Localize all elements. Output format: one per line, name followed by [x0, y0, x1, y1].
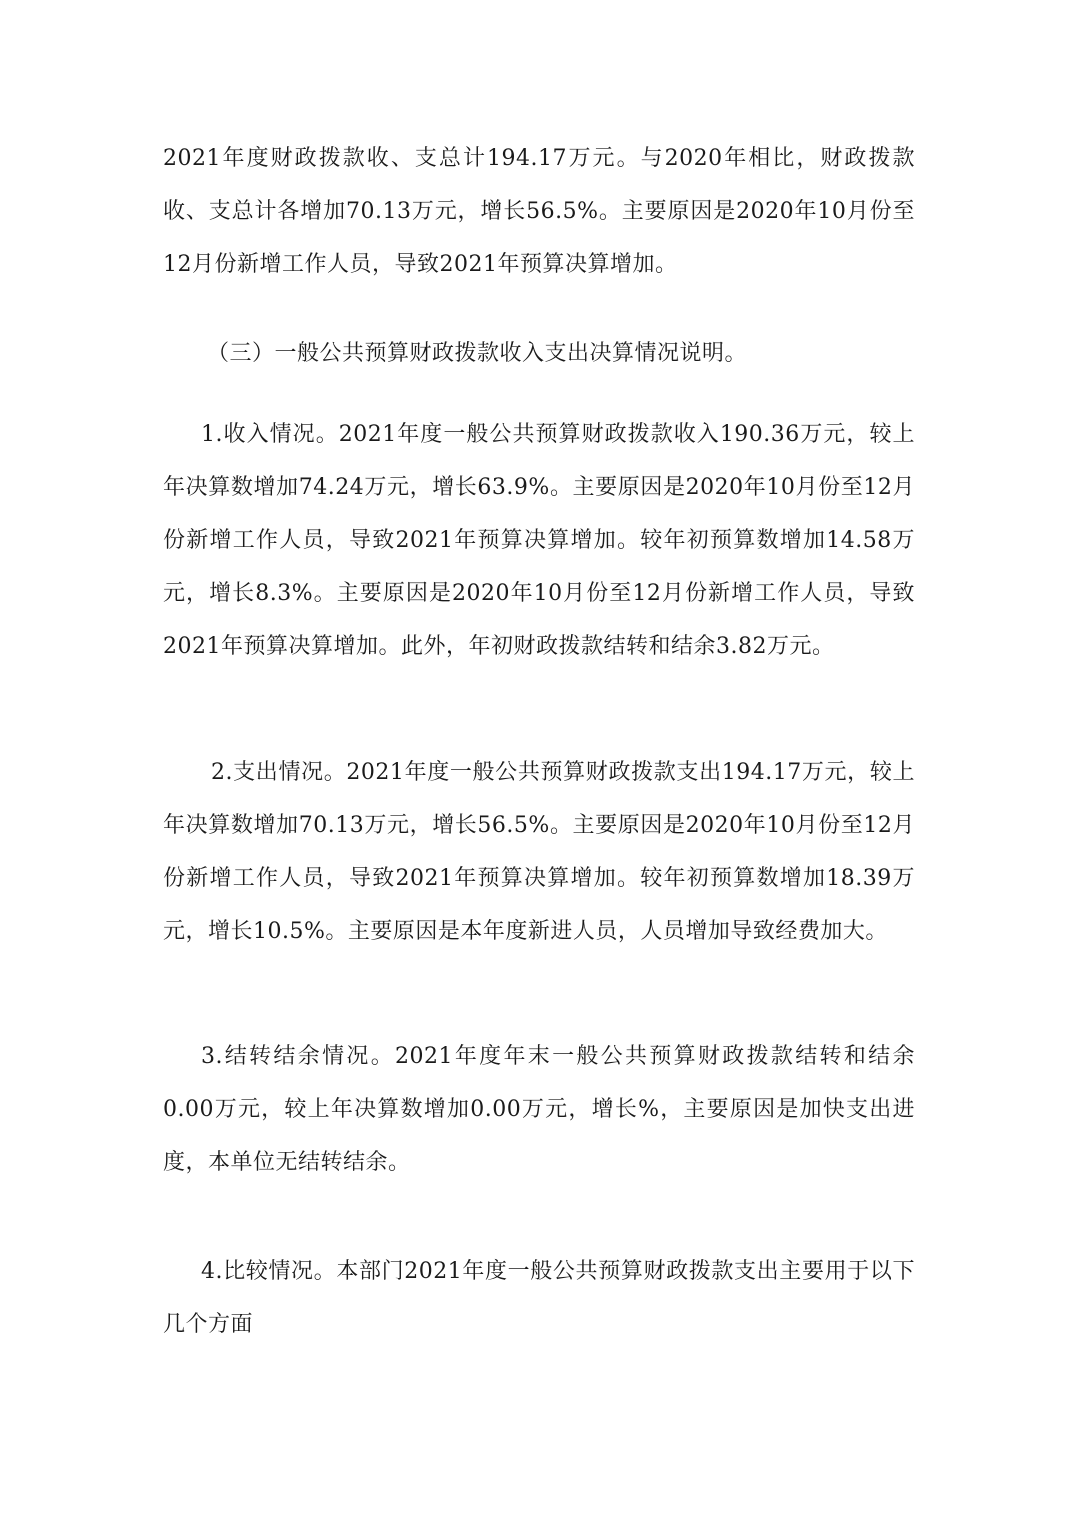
- paragraph-expenditure-situation: 2.支出情况。2021年度一般公共预算财政拨款支出194.17万元，较上年决算数增加70.13万元，增长56.5%。主要原因是2020年10月份至12月份新增工作人员，导致2021年预算决算增加。较年初预算数增加18.39万元，增长10.5%。主要原因是本年度新进人员，人员增加导致经费加大。: [163, 760, 915, 944]
- paragraph-income-situation: 1.收入情况。2021年度一般公共预算财政拨款收入190.36万元，较上年决算数增加74.24万元，增长63.9%。主要原因是2020年10月份至12月份新增工作人员，导致2021年预算决算增加。较年初预算数增加14.58万元，增长8.3%。主要原因是2020年10月份至12月份新增工作人员，导致2021年预算决算增加。此外，年初财政拨款结转和结余3.82万元。: [163, 422, 915, 659]
- section-heading-general-budget: （三）一般公共预算财政拨款收入支出决算情况说明。: [207, 341, 748, 366]
- paragraph-comparison-situation: 4.比较情况。本部门2021年度一般公共预算财政拨款支出主要用于以下几个方面: [163, 1259, 915, 1337]
- paragraph-total-appropriation: 2021年度财政拨款收、支总计194.17万元。与2020年相比，财政拨款收、支总计各增加70.13万元，增长56.5%。主要原因是2020年10月份至12月份新增工作人员，导致2021年预算决算增加。: [163, 146, 915, 277]
- paragraph-carryover-situation: 3.结转结余情况。2021年度年末一般公共预算财政拨款结转和结余0.00万元，较上年决算数增加0.00万元，增长%，主要原因是加快支出进度，本单位无结转结余。: [163, 1044, 915, 1175]
